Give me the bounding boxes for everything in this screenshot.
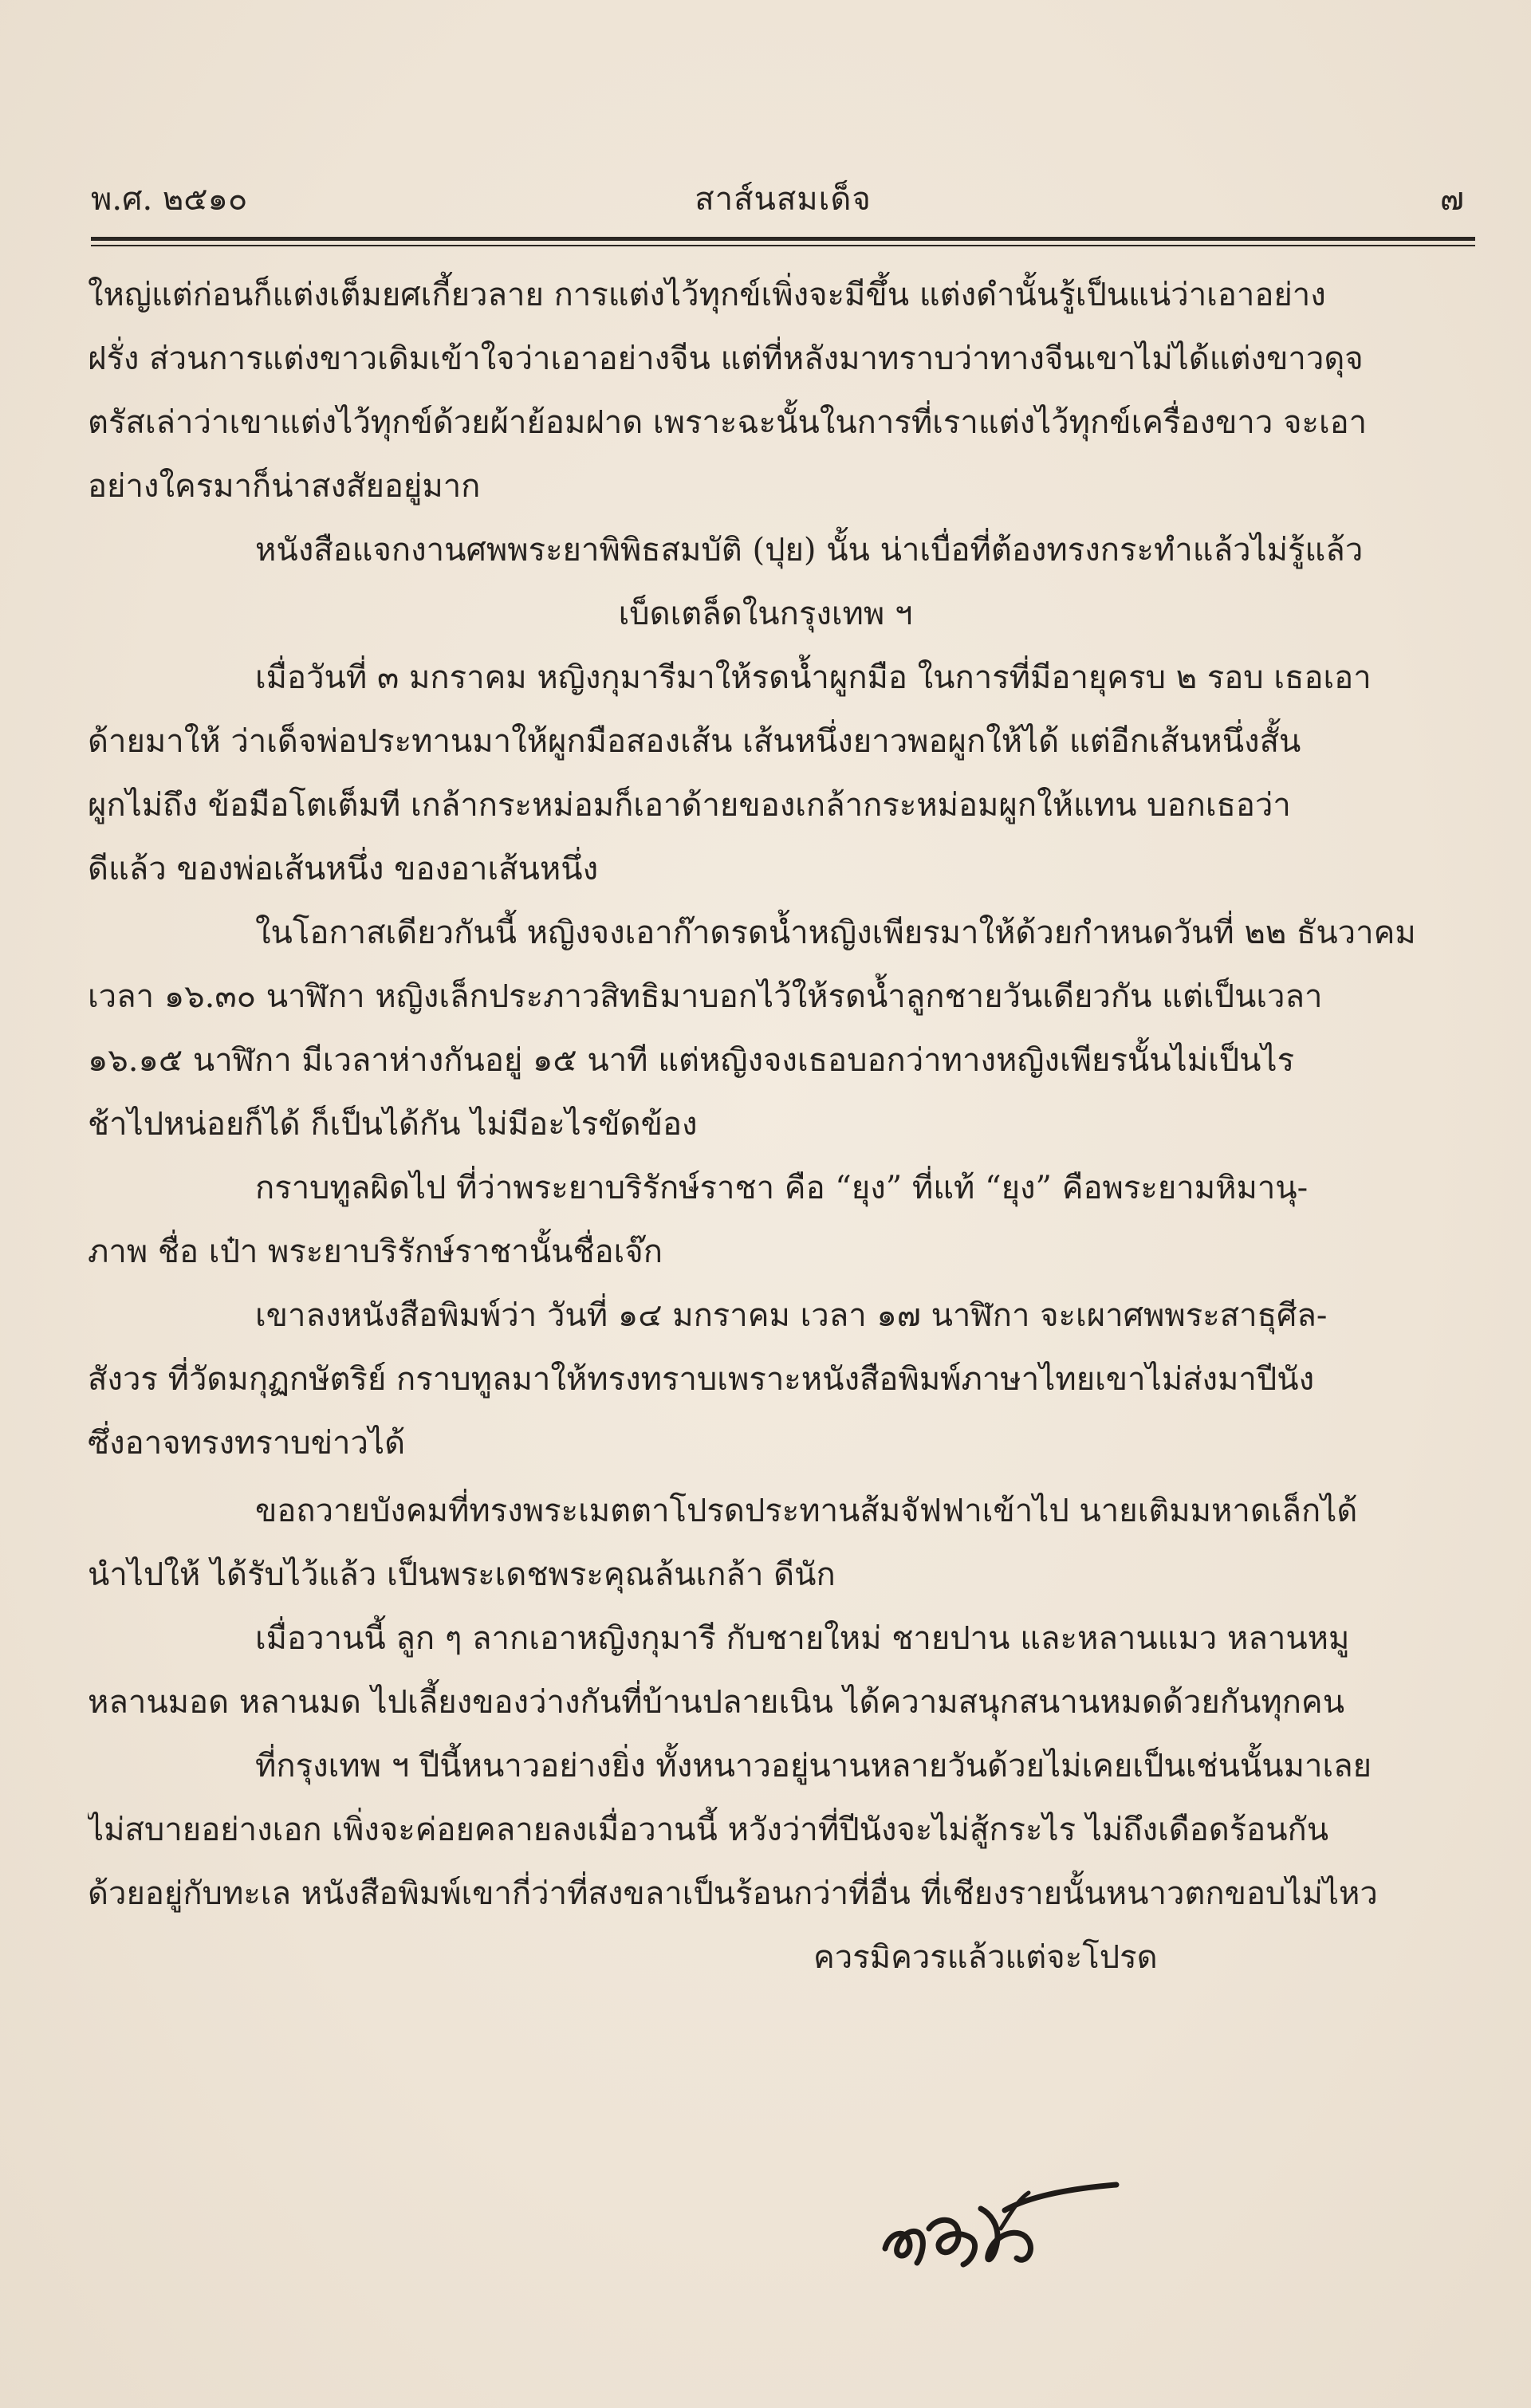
body-line: ขอถวายบังคมที่ทรงพระเมตตาโปรดประทานส้มจัฟฟาเข้าไป นายเติมมหาดเล็กได้ (255, 1493, 1358, 1529)
handwritten-signature (869, 2153, 1132, 2280)
body-line: เวลา ๑๖.๓๐ นาฬิกา หญิงเล็กประภาวสิทธิมาบอกไว้ให้รดน้ำลูกชายวันเดียวกัน แต่เป็นเวลา (88, 978, 1323, 1015)
body-line: กราบทูลผิดไป ที่ว่าพระยาบริรักษ์ราชา คือ “ยุง” ที่แท้ “ยุง” คือพระยามหิมานุ- (255, 1170, 1309, 1206)
body-line: หนังสือแจกงานศพพระยาพิพิธสมบัติ (ปุย) นั้น น่าเบื่อที่ต้องทรงกระทำแล้วไม่รู้แล้ว (255, 532, 1364, 569)
body-line: เมื่อวานนี้ ลูก ๆ ลากเอาหญิงกุมารี กับชายใหม่ ชายปาน และหลานแมว หลานหมู (255, 1620, 1350, 1657)
header-rule-thick (91, 237, 1475, 241)
body-line: ด้วยอยู่กับทะเล หนังสือพิมพ์เขากี่ว่าที่สงขลาเป็นร้อนกว่าที่อื่น ที่เชียงรายนั้นหนาวตกขอบไม่ไหว (88, 1875, 1378, 1912)
body-line: ใหญ่แต่ก่อนก็แต่งเต็มยศเกี้ยวลาย การแต่งไว้ทุกข์เพิ่งจะมีขึ้น แต่งดำนั้นรู้เป็นแน่ว่าเอาอย่าง (88, 277, 1326, 313)
closing-line: ควรมิควรแล้วแต่จะโปรด (813, 1939, 1158, 1976)
header-year: พ.ศ. ๒๕๑๐ (91, 181, 248, 218)
body-line: หลานมอด หลานมด ไปเลี้ยงของว่างกันที่บ้านปลายเนิน ได้ความสนุกสนานหมดด้วยกันทุกคน (88, 1684, 1345, 1721)
body-line: ช้าไปหน่อยก็ได้ ก็เป็นได้กัน ไม่มีอะไรขัดข้อง (88, 1106, 698, 1143)
body-line: ดีแล้ว ของพ่อเส้นหนึ่ง ของอาเส้นหนึ่ง (88, 851, 599, 887)
body-line: ตรัสเล่าว่าเขาแต่งไว้ทุกข์ด้วยผ้าย้อมฝาด เพราะฉะนั้นในการที่เราแต่งไว้ทุกข์เครื่องขาว จะเอา (88, 404, 1368, 441)
body-line: ๑๖.๑๕ นาฬิกา มีเวลาห่างกันอยู่ ๑๕ นาที แต่หญิงจงเธอบอกว่าทางหญิงเพียรนั้นไม่เป็นไร (88, 1042, 1295, 1079)
body-line: ด้ายมาให้ ว่าเด็จพ่อประทานมาให้ผูกมือสองเส้น เส้นหนึ่งยาวพอผูกให้ได้ แต่อีกเส้นหนึ่งสั้น (88, 723, 1301, 760)
body-line: ผูกไม่ถึง ข้อมือโตเต็มที เกล้ากระหม่อมก็เอาด้ายของเกล้ากระหม่อมผูกให้แทน บอกเธอว่า (88, 787, 1291, 824)
body-line: ในโอกาสเดียวกันนี้ หญิงจงเอาก๊าดรดน้ำหญิงเพียรมาให้ด้วยกำหนดวันที่ ๒๒ ธันวาคม (255, 915, 1416, 951)
page-header (91, 171, 1475, 227)
body-line: เขาลงหนังสือพิมพ์ว่า วันที่ ๑๔ มกราคม เวลา ๑๗ นาฬิกา จะเผาศพพระสาธุศีล- (255, 1297, 1328, 1334)
body-line: ที่กรุงเทพ ฯ ปีนี้หนาวอย่างยิ่ง ทั้งหนาวอยู่นานหลายวันด้วยไม่เคยเป็นเช่นนั้นมาเลย (255, 1748, 1372, 1784)
page-number: ๗ (1439, 181, 1464, 218)
body-line: ฝรั่ง ส่วนการแต่งขาวเดิมเข้าใจว่าเอาอย่างจีน แต่ที่หลังมาทราบว่าทางจีนเขาไม่ได้แต่งขาวดุจ (88, 340, 1364, 377)
header-title: สาส์นสมเด็จ (695, 181, 872, 218)
body-line: สังวร ที่วัดมกุฏกษัตริย์ กราบทูลมาให้ทรงทราบเพราะหนังสือพิมพ์ภาษาไทยเขาไม่ส่งมาปีนัง (88, 1361, 1315, 1398)
body-line: อย่างใครมาก็น่าสงสัยอยู่มาก (88, 468, 481, 505)
body-line: ไม่สบายอย่างเอก เพิ่งจะค่อยคลายลงเมื่อวานนี้ หวังว่าที่ปีนังจะไม่สู้กระไร ไม่ถึงเดือดร้อนกัน (88, 1812, 1329, 1848)
body-line: เมื่อวันที่ ๓ มกราคม หญิงกุมารีมาให้รดน้ำผูกมือ ในการที่มีอายุครบ ๒ รอบ เธอเอา (255, 659, 1372, 696)
body-line: นำไปให้ ได้รับไว้แล้ว เป็นพระเดชพระคุณล้นเกล้า ดีนัก (88, 1556, 836, 1593)
header-rule-thin (91, 245, 1475, 246)
body-line: ภาพ ชื่อ เป๋า พระยาบริรักษ์ราชานั้นชื่อเจ๊ก (88, 1234, 663, 1270)
section-heading: เบ็ดเตล็ดในกรุงเทพ ฯ (618, 596, 913, 632)
body-line: ซึ่งอาจทรงทราบข่าวได้ (88, 1425, 406, 1462)
